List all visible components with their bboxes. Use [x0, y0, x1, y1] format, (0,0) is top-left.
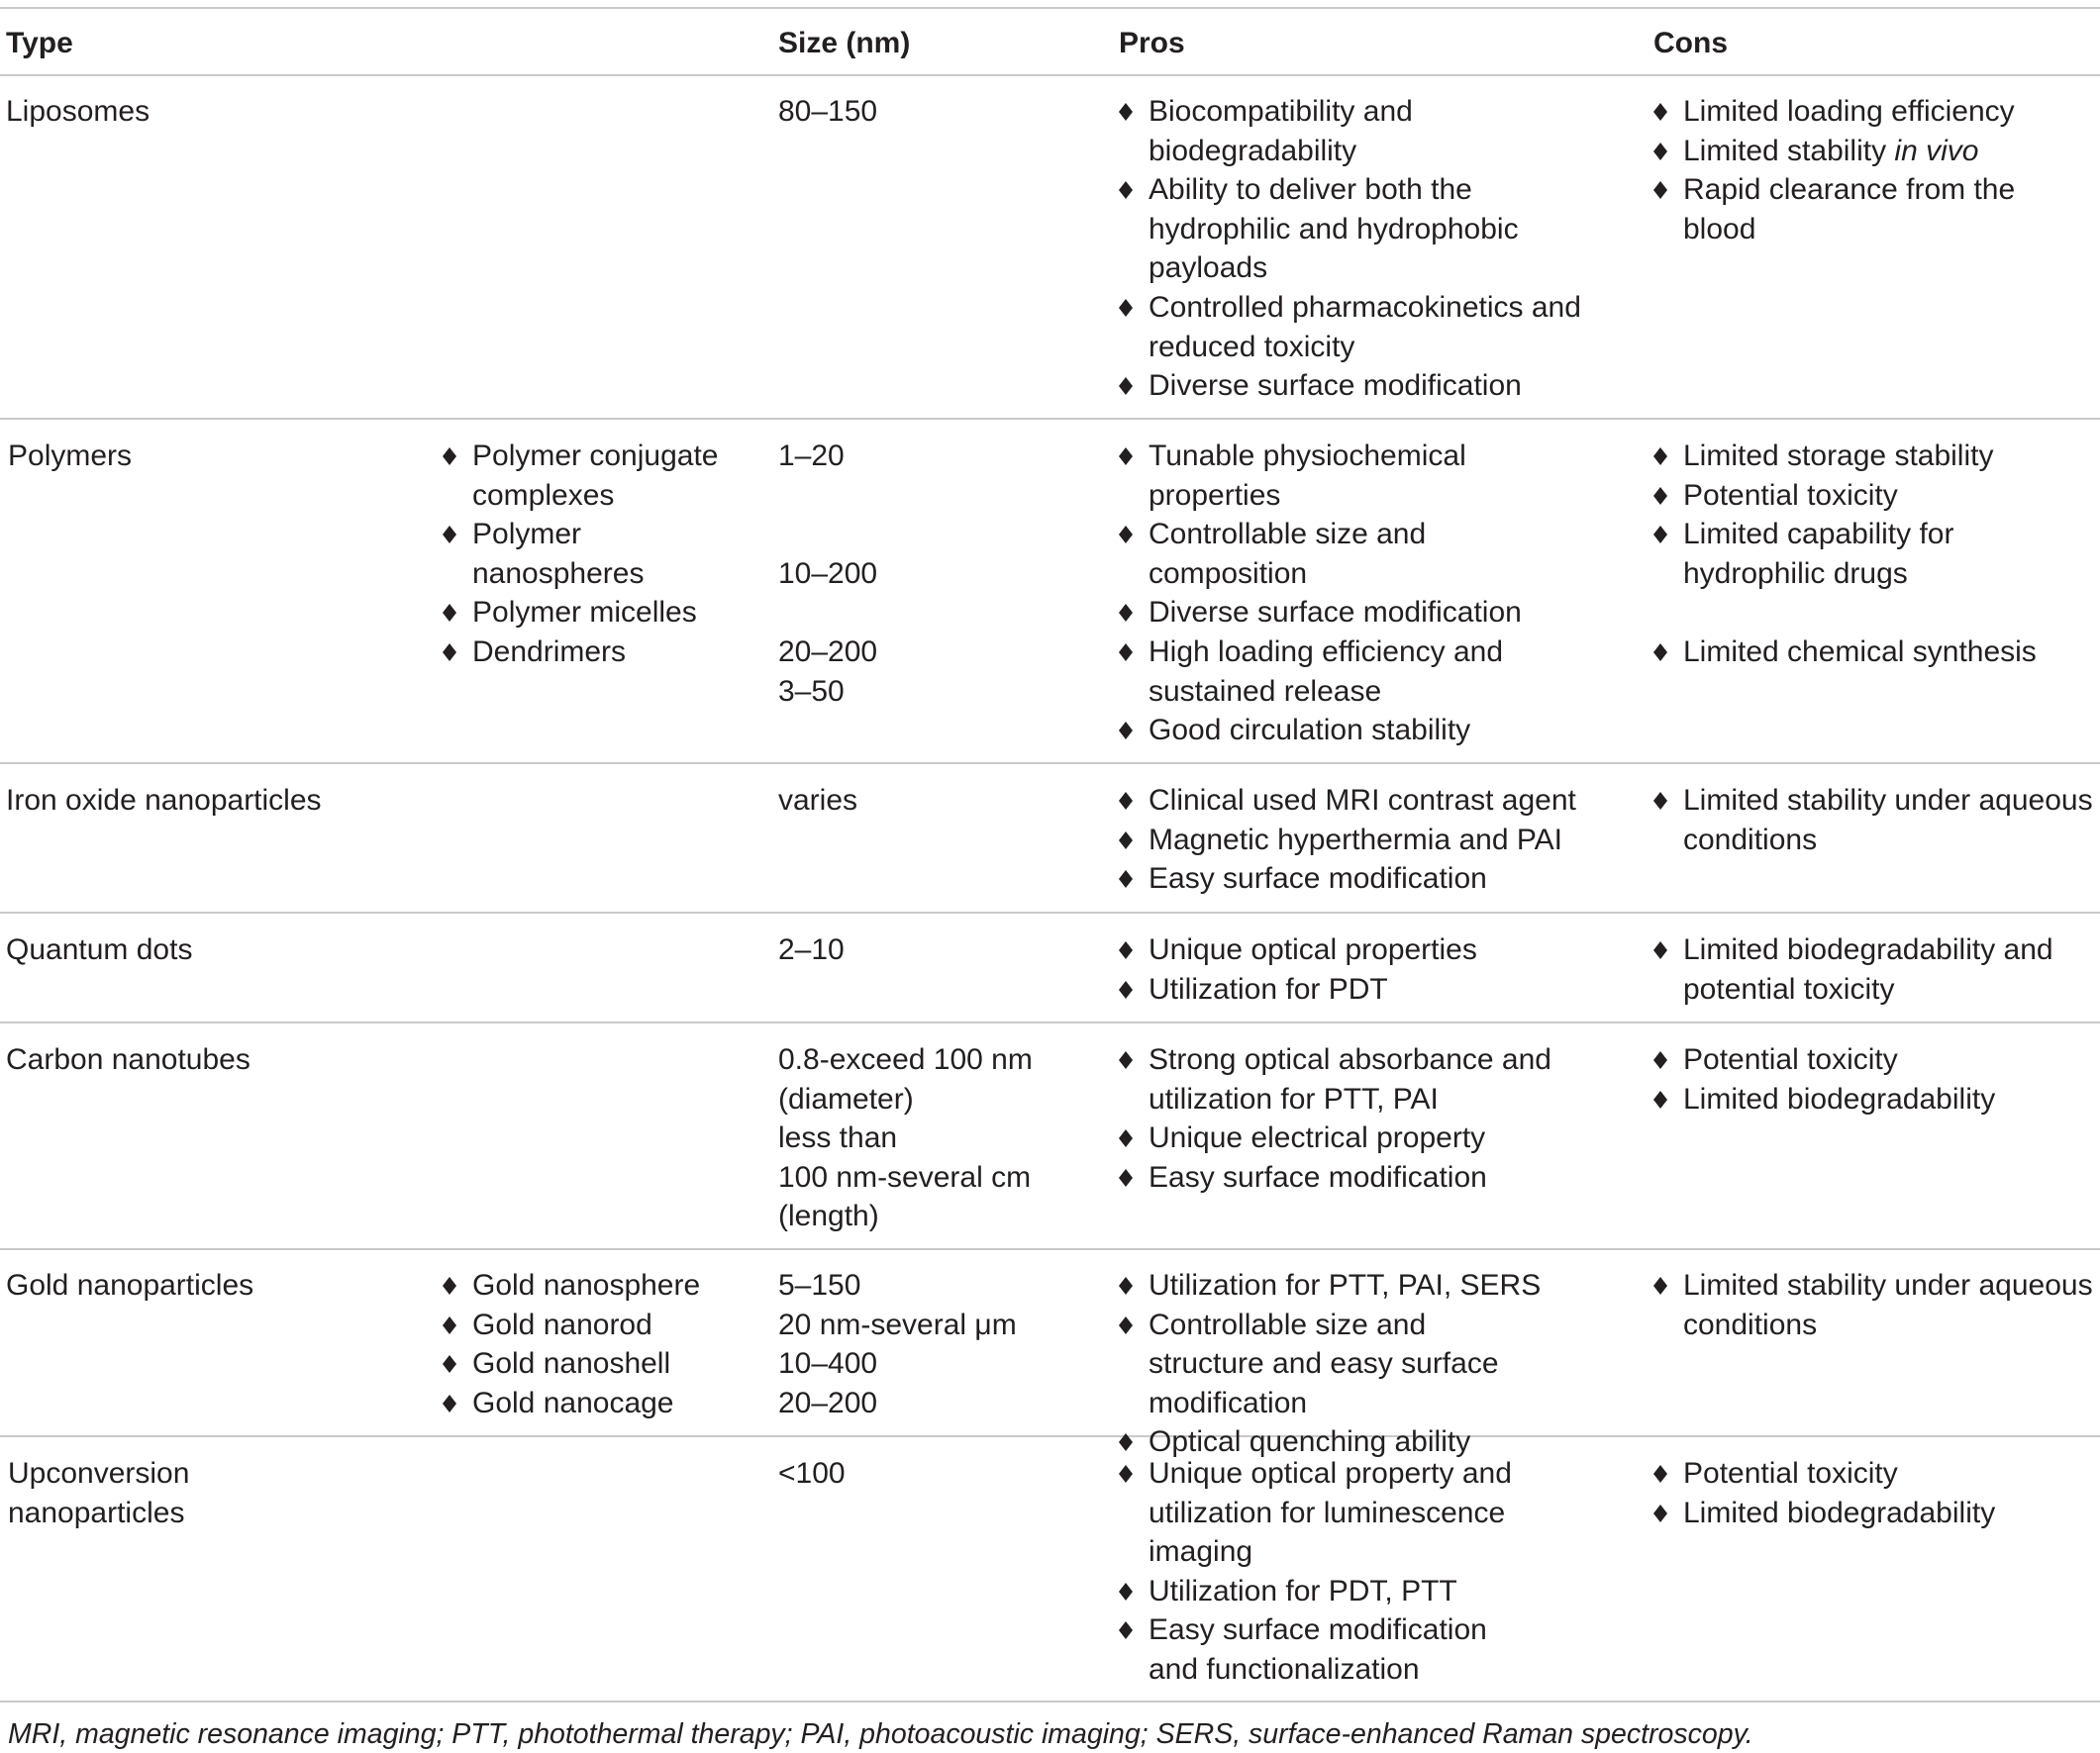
pro-item	[1119, 711, 1584, 750]
type-cell: Carbon nanotubes	[6, 1043, 250, 1076]
cons-list	[1653, 781, 2094, 859]
diamond-bullet-icon	[1119, 1129, 1133, 1147]
size-value: 3–50	[778, 674, 845, 708]
size-cell	[778, 1266, 1017, 1422]
diamond-bullet-icon	[1119, 1169, 1133, 1187]
size-value: varies	[778, 784, 858, 817]
pro-item	[1119, 170, 1584, 288]
diamond-bullet-icon	[443, 1277, 456, 1295]
pro-item	[1119, 437, 1584, 515]
table-rule	[0, 1248, 2100, 1250]
table-rule	[0, 74, 2100, 76]
table-rule	[0, 1435, 2100, 1437]
size-cell	[778, 1040, 1033, 1236]
con-text: Limited chemical synthesis	[1683, 634, 2037, 668]
pro-text: Clinical used MRI contrast agent	[1149, 784, 1576, 817]
diamond-bullet-icon	[1119, 831, 1133, 849]
pros-list	[1119, 1266, 1545, 1462]
diamond-bullet-icon	[1653, 792, 1667, 810]
size-cell	[778, 930, 845, 970]
diamond-bullet-icon	[1119, 526, 1133, 543]
table-rule	[0, 418, 2100, 420]
cons-list	[1653, 1040, 2094, 1119]
subtype-text: Gold nanorod	[472, 1308, 652, 1341]
size-value: 10–400	[778, 1347, 878, 1381]
type-cell: Polymers	[8, 439, 133, 472]
table-rule	[0, 7, 2100, 9]
subtype-list	[443, 437, 730, 672]
pro-item	[1119, 593, 1584, 633]
diamond-bullet-icon	[443, 526, 456, 543]
diamond-bullet-icon	[1119, 604, 1133, 622]
diamond-bullet-icon	[1119, 981, 1133, 999]
subtype-text: Polymer conjugate complexes	[472, 439, 719, 512]
header-pros: Pros	[1119, 27, 1185, 59]
pro-item	[1119, 1158, 1584, 1198]
con-item	[1653, 437, 2094, 476]
size-value	[778, 593, 877, 633]
table-rule	[0, 1022, 2100, 1023]
pro-text: Utilization for PDT	[1149, 972, 1388, 1006]
con-text: Limited loading efficiency	[1683, 95, 2015, 128]
size-value	[778, 476, 877, 516]
con-item	[1653, 1266, 2094, 1344]
subtype-text: Gold nanocage	[472, 1386, 674, 1419]
type-cell: Iron oxide nanoparticles	[6, 784, 322, 817]
diamond-bullet-icon	[443, 1316, 456, 1334]
diamond-bullet-icon	[1653, 1505, 1667, 1522]
con-text: Limited stability in vivo	[1683, 134, 1979, 167]
size-value	[778, 515, 877, 554]
diamond-bullet-icon	[1119, 792, 1133, 810]
pros-list	[1119, 1454, 1545, 1690]
con-text: Limited storage stability	[1683, 439, 1994, 472]
size-value: 1–20	[778, 439, 845, 472]
subtype-text: Dendrimers	[472, 634, 627, 668]
pro-text: Biocompatibility and biodegradability	[1149, 95, 1413, 167]
pro-item	[1119, 781, 1584, 821]
pro-text: Unique optical properties	[1149, 933, 1477, 966]
size-cell	[778, 781, 857, 821]
type-cell: Quantum dots	[6, 933, 193, 966]
diamond-bullet-icon	[1119, 377, 1133, 395]
pros-list	[1119, 930, 1584, 1009]
diamond-bullet-icon	[443, 1355, 456, 1373]
size-value: (diameter)	[778, 1082, 914, 1116]
diamond-bullet-icon	[1653, 181, 1667, 199]
size-cell	[778, 92, 877, 132]
diamond-bullet-icon	[1119, 103, 1133, 121]
diamond-bullet-icon	[1653, 487, 1667, 505]
pro-text: Magnetic hyperthermia and PAI	[1149, 823, 1562, 856]
pro-item	[1119, 366, 1584, 406]
subtype-item	[443, 1344, 740, 1384]
pro-item	[1119, 930, 1584, 970]
diamond-bullet-icon	[443, 447, 456, 465]
pro-text: Utilization for PTT, PAI, SERS	[1149, 1269, 1542, 1302]
size-value: 5–150	[778, 1269, 861, 1302]
pro-text: Easy surface modification	[1149, 862, 1487, 896]
type-cell: Liposomes	[6, 95, 150, 128]
pro-text: Diverse surface modification	[1149, 369, 1522, 403]
pro-item	[1119, 288, 1584, 366]
diamond-bullet-icon	[1119, 1277, 1133, 1295]
subtype-list	[443, 1266, 740, 1422]
con-text: Limited biodegradability	[1683, 1496, 1996, 1529]
diamond-bullet-icon	[1119, 722, 1133, 739]
pro-text: High loading efficiency and sustained release	[1149, 634, 1504, 708]
size-value: less than	[778, 1121, 898, 1155]
diamond-bullet-icon	[1119, 181, 1133, 199]
cons-list	[1653, 437, 2094, 672]
header-cons: Cons	[1653, 27, 1728, 59]
subtype-text: Gold nanosphere	[472, 1269, 701, 1302]
pros-list	[1119, 437, 1584, 750]
table-rule	[0, 762, 2100, 764]
size-value: <100	[778, 1457, 846, 1490]
diamond-bullet-icon	[1653, 447, 1667, 465]
con-item	[1653, 92, 2094, 132]
pro-text: Controllable size and structure and easy surface modification	[1149, 1308, 1499, 1419]
subtype-item	[443, 1266, 740, 1306]
con-text: Rapid clearance from the blood	[1683, 173, 2016, 245]
pro-item	[1119, 92, 1584, 170]
diamond-bullet-icon	[1653, 1051, 1667, 1069]
pro-text: Unique optical property and utilization for luminescence imaging	[1149, 1457, 1512, 1569]
subtype-text: Polymer nanospheres	[472, 518, 645, 590]
subtype-item	[443, 593, 730, 633]
diamond-bullet-icon	[1119, 1465, 1133, 1483]
pro-item	[1119, 1572, 1545, 1611]
diamond-bullet-icon	[1653, 103, 1667, 121]
diamond-bullet-icon	[1653, 526, 1667, 543]
table-footnote: MRI, magnetic resonance imaging; PTT, photothermal therapy; PAI, photoacoustic imaging; SERS, surface-enhanced Raman spectroscopy.	[8, 1718, 1753, 1750]
con-text: Limited stability under aqueous conditions	[1683, 784, 2093, 856]
subtype-item	[443, 633, 730, 672]
pro-item	[1119, 1040, 1584, 1119]
diamond-bullet-icon	[1119, 1316, 1133, 1334]
table-rule	[0, 912, 2100, 914]
subtype-text: Gold nanoshell	[472, 1347, 671, 1381]
diamond-bullet-icon	[1119, 1621, 1133, 1639]
con-text: Limited biodegradability and potential toxicity	[1683, 933, 2053, 1006]
diamond-bullet-icon	[1119, 1583, 1133, 1601]
diamond-bullet-icon	[1653, 143, 1667, 160]
con-item	[1653, 633, 2094, 672]
size-value: 100 nm-several cm	[778, 1160, 1032, 1194]
size-value: 20–200	[778, 634, 878, 668]
diamond-bullet-icon	[1119, 1051, 1133, 1069]
pro-text: Easy surface modification and functionalization	[1149, 1613, 1487, 1686]
table-rule	[0, 1701, 2100, 1703]
size-value: 0.8-exceed 100 nm	[778, 1043, 1033, 1076]
diamond-bullet-icon	[443, 604, 456, 622]
size-value: 20–200	[778, 1386, 878, 1419]
subtype-item	[443, 515, 730, 593]
con-text: Limited capability for hydrophilic drugs	[1683, 518, 1954, 590]
subtype-item	[443, 1384, 740, 1423]
pro-item	[1119, 1119, 1584, 1158]
pro-text: Unique electrical property	[1149, 1121, 1486, 1155]
pro-item	[1119, 1306, 1545, 1423]
pros-list	[1119, 781, 1584, 899]
con-text: Potential toxicity	[1683, 1457, 1898, 1490]
con-item	[1653, 1080, 2094, 1120]
diamond-bullet-icon	[1119, 299, 1133, 317]
con-item	[1653, 132, 2094, 171]
subtype-item	[443, 437, 730, 515]
pro-item	[1119, 859, 1584, 899]
diamond-bullet-icon	[1119, 1433, 1133, 1451]
diamond-bullet-icon	[1119, 447, 1133, 465]
size-value: 20 nm-several μm	[778, 1308, 1017, 1341]
size-value: 80–150	[778, 95, 878, 128]
con-item	[1653, 476, 2094, 516]
pros-list	[1119, 1040, 1584, 1197]
diamond-bullet-icon	[1119, 643, 1133, 661]
pro-text: Diverse surface modification	[1149, 596, 1522, 630]
cons-list	[1653, 1266, 2094, 1344]
size-cell	[778, 1454, 846, 1494]
pro-text: Controllable size and composition	[1149, 518, 1427, 590]
pro-item	[1119, 515, 1584, 593]
con-item	[1653, 930, 2094, 1009]
pro-item	[1119, 1266, 1545, 1306]
type-cell: Gold nanoparticles	[6, 1269, 254, 1302]
con-item	[1653, 170, 2094, 248]
pro-text: Strong optical absorbance and utilization for PTT, PAI	[1149, 1043, 1551, 1116]
pro-item	[1119, 1454, 1545, 1572]
size-value: (length)	[778, 1200, 879, 1233]
diamond-bullet-icon	[443, 643, 456, 661]
cons-list	[1653, 92, 2094, 248]
pro-item	[1119, 1610, 1545, 1689]
diamond-bullet-icon	[1119, 870, 1133, 888]
pro-text: Ability to deliver both the hydrophilic and hydrophobic payloads	[1149, 173, 1519, 285]
con-item	[1653, 515, 2094, 593]
pro-item	[1119, 970, 1584, 1010]
pro-text: Good circulation stability	[1149, 714, 1471, 747]
diamond-bullet-icon	[443, 1395, 456, 1412]
pro-text: Utilization for PDT, PTT	[1149, 1574, 1457, 1607]
diamond-bullet-icon	[1653, 1465, 1667, 1483]
pro-text: Optical quenching ability	[1149, 1425, 1471, 1459]
pro-text: Easy surface modification	[1149, 1160, 1487, 1194]
header-size: Size (nm)	[778, 27, 911, 59]
con-text: Potential toxicity	[1683, 1043, 1898, 1076]
diamond-bullet-icon	[1653, 643, 1667, 661]
pro-text: Tunable physiochemical properties	[1149, 439, 1466, 512]
pro-item	[1119, 821, 1584, 860]
diamond-bullet-icon	[1119, 941, 1133, 959]
size-cell	[778, 437, 877, 711]
pro-text: Controlled pharmacokinetics and reduced toxicity	[1149, 290, 1581, 363]
con-text: Limited stability under aqueous conditions	[1683, 1269, 2093, 1341]
subtype-text: Polymer micelles	[472, 596, 697, 630]
subtype-item	[443, 1306, 740, 1345]
header-type: Type	[6, 27, 73, 59]
pro-item	[1119, 633, 1584, 711]
con-item	[1653, 1454, 2094, 1494]
diamond-bullet-icon	[1653, 1091, 1667, 1109]
type-cell: Upconversion nanoparticles	[8, 1457, 190, 1529]
con-text: Potential toxicity	[1683, 478, 1898, 512]
con-item	[1653, 1040, 2094, 1080]
diamond-bullet-icon	[1653, 941, 1667, 959]
con-text: Limited biodegradability	[1683, 1082, 1996, 1116]
diamond-bullet-icon	[1653, 1277, 1667, 1295]
con-item	[1653, 1494, 2094, 1533]
size-value: 10–200	[778, 556, 878, 590]
pros-list	[1119, 92, 1584, 406]
con-item	[1653, 781, 2094, 859]
cons-list	[1653, 1454, 2094, 1532]
size-value: 2–10	[778, 933, 845, 966]
cons-list	[1653, 930, 2094, 1009]
